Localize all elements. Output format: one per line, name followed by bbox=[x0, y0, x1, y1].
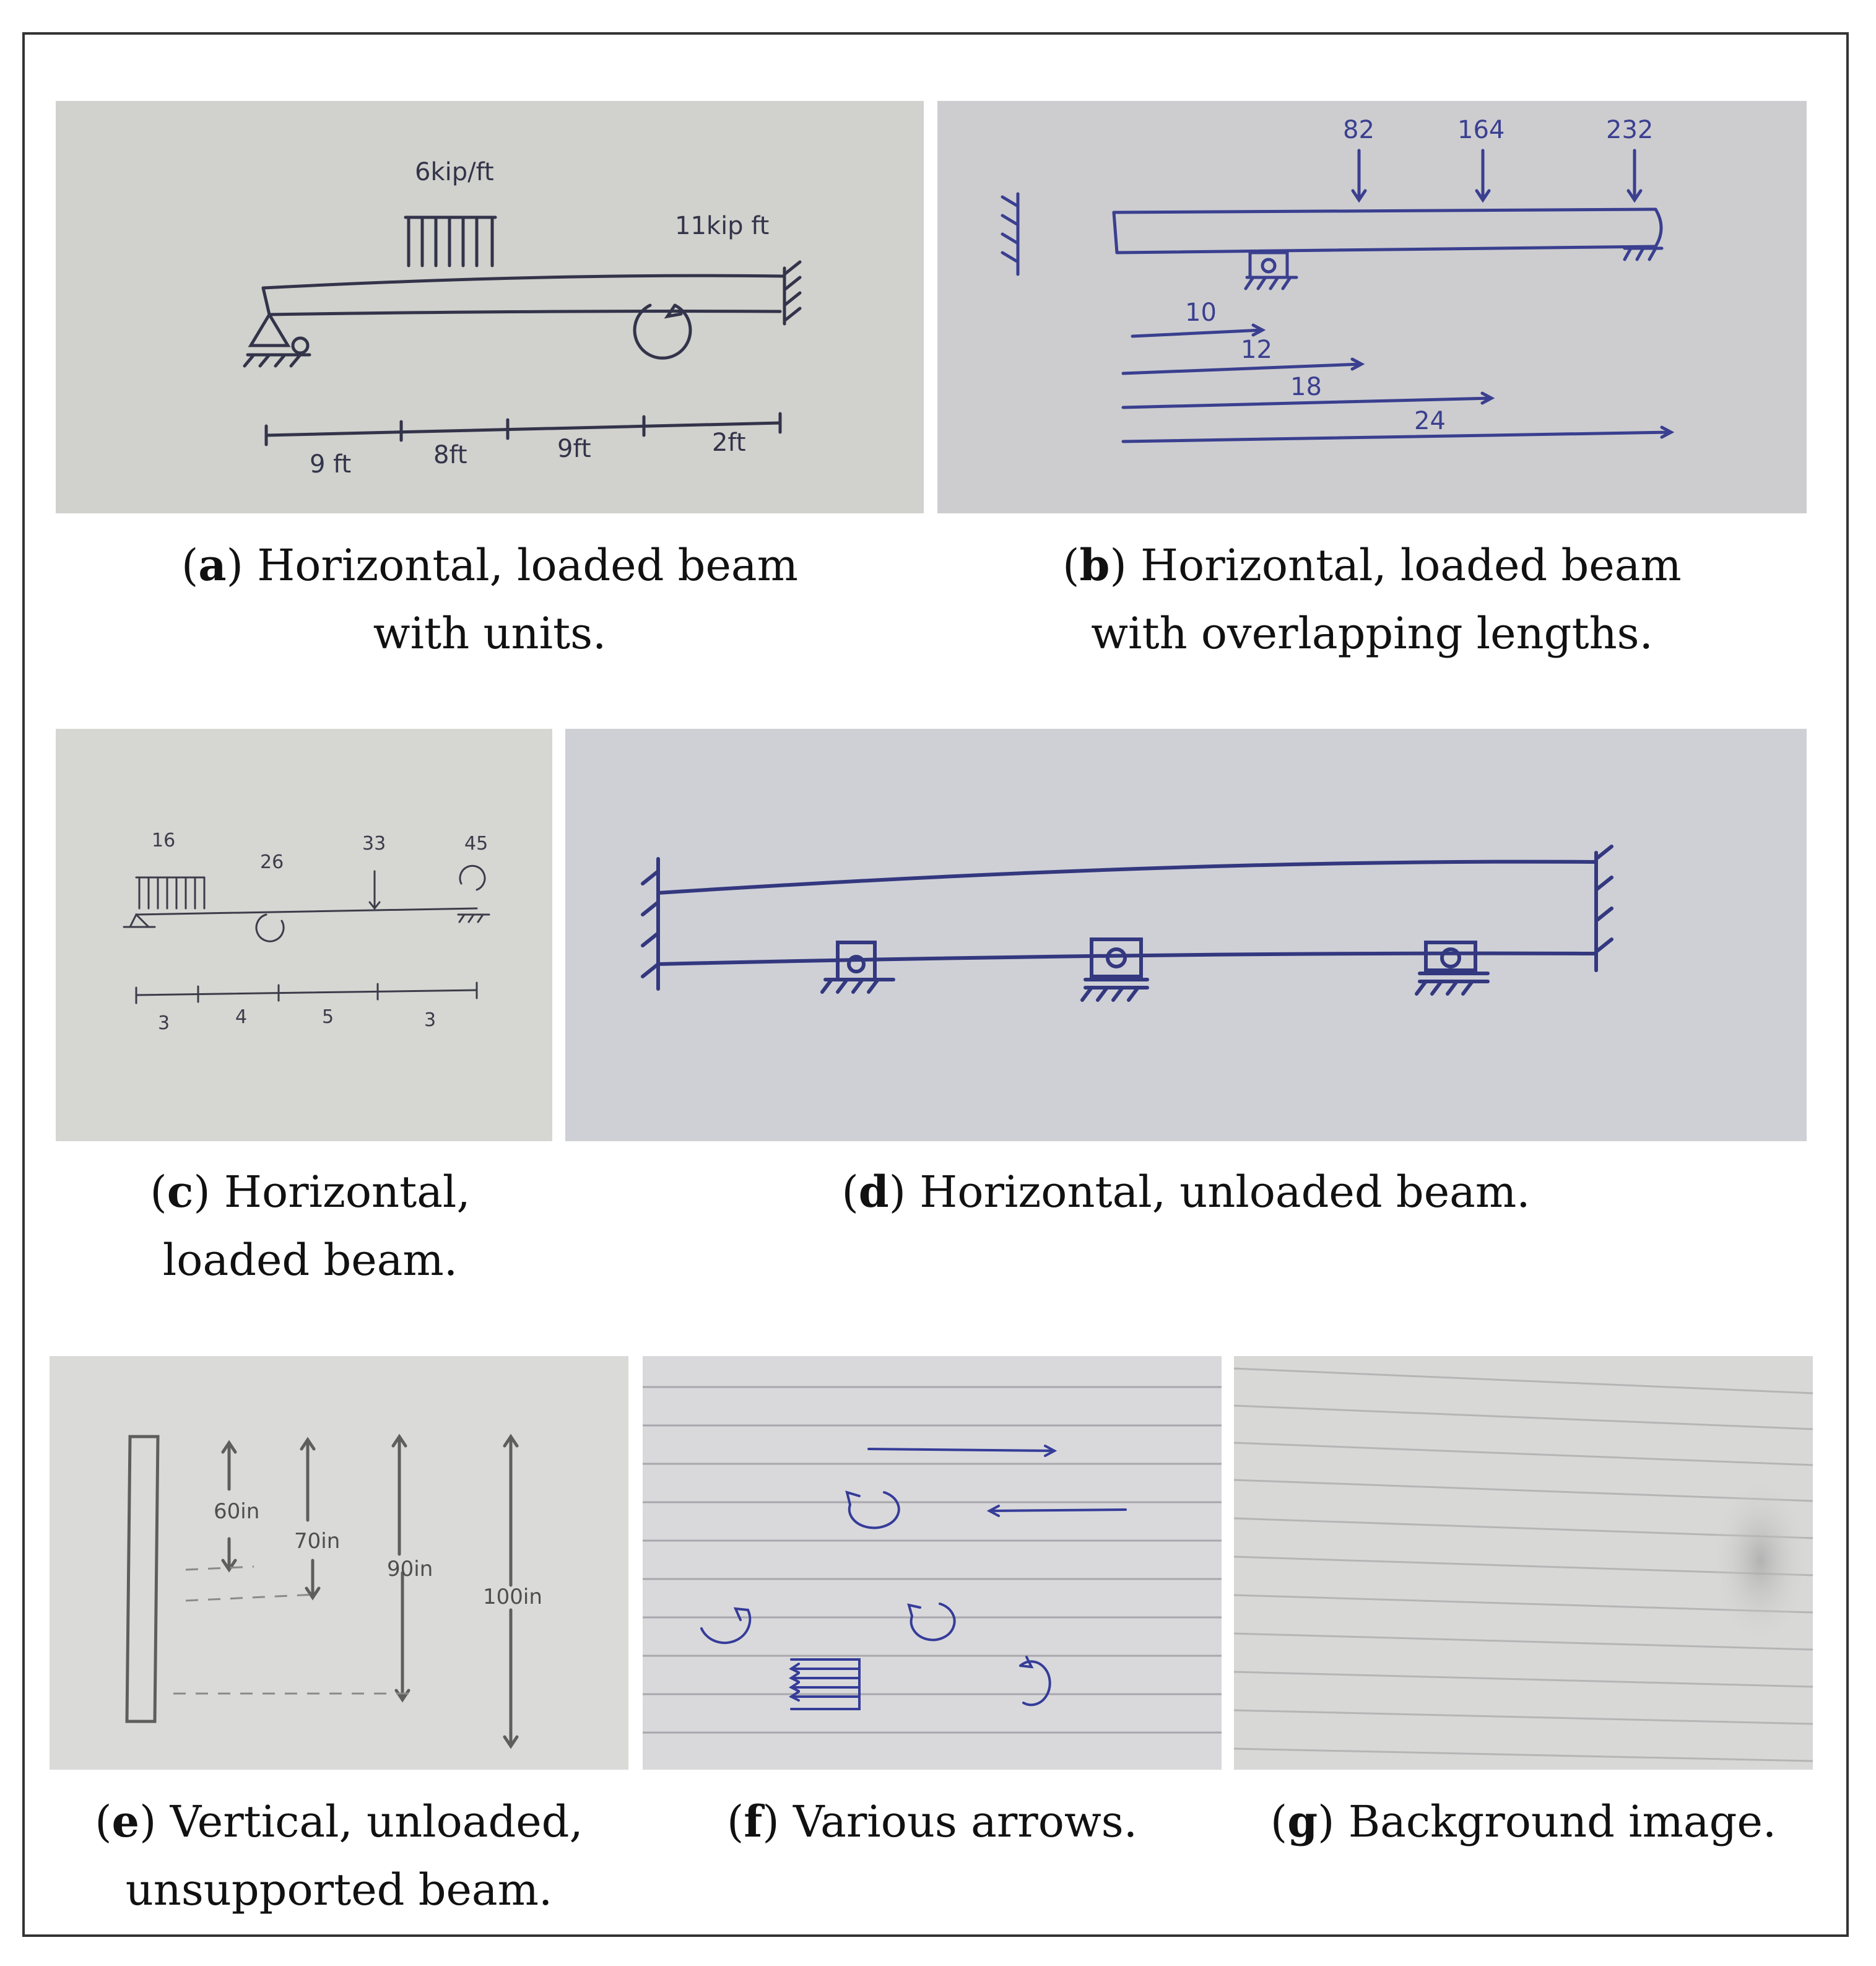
beam-top-line bbox=[1114, 209, 1656, 212]
panel-a-photo bbox=[56, 101, 924, 513]
panel-e-photo bbox=[50, 1356, 628, 1770]
moment-arrow-cw-2 bbox=[1020, 1661, 1050, 1705]
distributed-load-label: 6kip/ft bbox=[415, 158, 494, 186]
caption-c: (c) Horizontal, loaded beam. bbox=[150, 1166, 471, 1285]
beam-bottom-line bbox=[658, 954, 1596, 964]
moment-label: 11kip ft bbox=[675, 212, 770, 240]
caption-a: (a) Horizontal, loaded beam with units. bbox=[181, 539, 799, 659]
caption-a-letter: a bbox=[198, 539, 227, 591]
moment-arrow-cw-1 bbox=[701, 1610, 750, 1643]
dimension-line bbox=[136, 990, 477, 995]
length-label-1: 10 bbox=[1185, 298, 1217, 327]
caption-g-letter: g bbox=[1287, 1796, 1318, 1847]
roller-support bbox=[1250, 253, 1287, 277]
dim-label-1: 9 ft bbox=[310, 450, 352, 479]
caption-b-line1: Horizontal, loaded beam bbox=[1140, 540, 1682, 591]
caption-e-line2: unsupported beam. bbox=[125, 1864, 553, 1915]
panel-b-photo bbox=[937, 101, 1807, 513]
caption-d-line1: Horizontal, unloaded beam. bbox=[919, 1167, 1531, 1217]
caption-f-line1: Various arrows. bbox=[793, 1796, 1137, 1847]
paper-shadow bbox=[1711, 1474, 1810, 1647]
caption-d: (d) Horizontal, unloaded beam. bbox=[841, 1166, 1531, 1217]
panel-c-sketch bbox=[56, 729, 552, 1141]
length-label-3: 18 bbox=[1290, 373, 1322, 401]
panel-a-sketch bbox=[56, 101, 924, 513]
length-arrow-100 bbox=[505, 1437, 517, 1585]
moment-arrow-ccw-2 bbox=[911, 1604, 955, 1640]
caption-c-line1: Horizontal, bbox=[224, 1167, 471, 1217]
arrow-left bbox=[989, 1506, 1126, 1516]
load-label-1: 82 bbox=[1343, 116, 1374, 144]
caption-b-letter: b bbox=[1079, 539, 1110, 591]
caption-g-line1: Background image. bbox=[1348, 1796, 1777, 1847]
caption-c-letter: c bbox=[167, 1166, 194, 1217]
length-label-60: 60in bbox=[214, 1499, 260, 1524]
caption-c-line2: loaded beam. bbox=[162, 1235, 458, 1285]
caption-a-line2: with units. bbox=[373, 608, 607, 659]
dimension-line bbox=[266, 423, 780, 435]
load-label-2: 164 bbox=[1457, 116, 1505, 144]
length-label-70: 70in bbox=[294, 1529, 341, 1554]
length-arrow-60 bbox=[223, 1443, 235, 1489]
panel-d-sketch bbox=[565, 729, 1807, 1141]
left-support bbox=[124, 915, 155, 927]
panel-c-photo bbox=[56, 729, 552, 1141]
caption-d-letter: d bbox=[858, 1166, 889, 1217]
load-arrow-33 bbox=[370, 871, 380, 908]
load-arrow-2 bbox=[1477, 150, 1489, 200]
distributed-arrows bbox=[791, 1659, 859, 1709]
panel-b-sketch bbox=[937, 101, 1807, 513]
panel-d-photo bbox=[565, 729, 1807, 1141]
panel-g-photo bbox=[1234, 1356, 1813, 1770]
beam-top-line bbox=[658, 862, 1596, 893]
load-label-3: 232 bbox=[1606, 116, 1654, 144]
beam-line bbox=[136, 908, 477, 915]
caption-f: (f) Various arrows. bbox=[726, 1796, 1137, 1847]
moment-arrow-ccw-1 bbox=[849, 1492, 899, 1528]
length-label-2: 12 bbox=[1241, 336, 1272, 364]
load-arrow-3 bbox=[1628, 150, 1641, 200]
moment-arrow-26 bbox=[256, 915, 284, 941]
length-label-4: 24 bbox=[1414, 407, 1446, 435]
length-label-90: 90in bbox=[387, 1557, 433, 1581]
caption-e-letter: e bbox=[111, 1796, 140, 1847]
length-label-100: 100in bbox=[483, 1585, 542, 1609]
panel-f-photo bbox=[643, 1356, 1222, 1770]
panel-e-sketch bbox=[50, 1356, 628, 1770]
caption-b-line2: with overlapping lengths. bbox=[1091, 608, 1653, 659]
beam-bottom-line bbox=[269, 311, 780, 315]
dim-label-2: 8ft bbox=[433, 441, 467, 469]
dim-label-3: 5 bbox=[322, 1006, 334, 1028]
caption-g: (g) Background image. bbox=[1270, 1796, 1777, 1847]
dim-label-4: 2ft bbox=[712, 428, 746, 457]
panel-g-paper bbox=[1234, 1356, 1813, 1770]
caption-e-line1: Vertical, unloaded, bbox=[170, 1796, 583, 1847]
beam-top-line bbox=[263, 276, 783, 288]
caption-e: (e) Vertical, unloaded, unsupported beam. bbox=[95, 1796, 583, 1915]
dim-label-4: 3 bbox=[424, 1009, 436, 1031]
load-arrow-1 bbox=[1353, 150, 1365, 200]
length-arrow-24 bbox=[1123, 427, 1671, 441]
caption-b: (b) Horizontal, loaded beam with overlapping lengths. bbox=[1062, 539, 1682, 659]
length-arrow-90 bbox=[393, 1437, 406, 1554]
arrow-right bbox=[869, 1446, 1054, 1456]
caption-f-letter: f bbox=[744, 1796, 763, 1847]
vertical-beam bbox=[127, 1437, 158, 1721]
caption-a-line1: Horizontal, loaded beam bbox=[257, 540, 799, 591]
dim-label-1: 3 bbox=[158, 1012, 170, 1034]
load-label-45: 45 bbox=[464, 833, 489, 855]
length-arrow-70 bbox=[302, 1440, 314, 1520]
panel-f-sketch bbox=[643, 1356, 1222, 1770]
load-label-33: 33 bbox=[362, 833, 386, 855]
load-label-26: 26 bbox=[260, 851, 284, 873]
pin-support bbox=[251, 315, 288, 346]
moment-arrow-45 bbox=[460, 866, 485, 890]
beam-bottom-line bbox=[1117, 246, 1656, 253]
dim-label-2: 4 bbox=[235, 1006, 248, 1028]
right-support bbox=[458, 915, 489, 922]
dim-label-3: 9ft bbox=[557, 435, 591, 463]
support-2 bbox=[1092, 939, 1141, 976]
load-label-16: 16 bbox=[152, 830, 176, 851]
